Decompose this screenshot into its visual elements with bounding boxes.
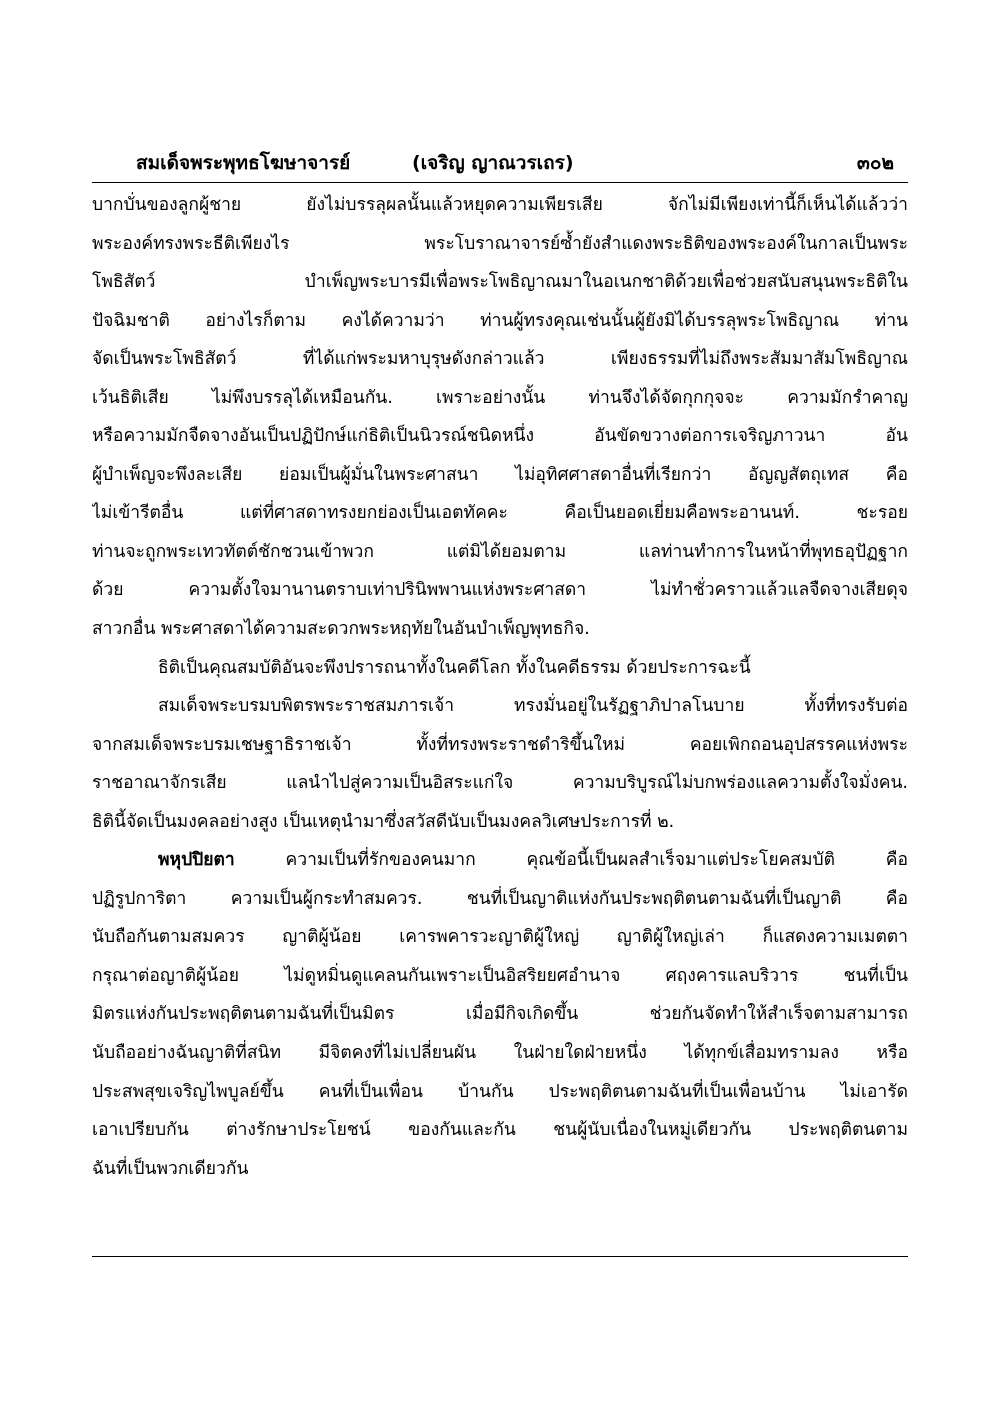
- term-definition: ความเป็นที่รักของคนมาก คุณข้อนี้เป็นผลสำเร็จมาแต่ประโยคสมบัติ คือ: [234, 850, 908, 871]
- page-header: [92, 148, 908, 182]
- paragraph-4: [92, 841, 908, 1188]
- text-line: ผู้บำเพ็ญจะพึงละเสีย ย่อมเป็นผู้มั่นในพระศาสนา ไม่อุทิศศาสดาอื่นที่เรียกว่า อัญญสัตถุเทส คือ: [92, 464, 908, 485]
- text-line: จัดเป็นพระโพธิสัตว์ ที่ได้แก่พระมหาบุรุษดังกล่าวแล้ว เพียงธรรมที่ไม่ถึงพระสัมมาสัมโพธิญาณ: [92, 349, 908, 370]
- text-line: ไม่เข้ารีตอื่น แต่ที่ศาสดาทรงยกย่องเป็นเอตทัคคะ คือเป็นยอดเยี่ยมคือพระอานนท์. ชะรอย: [92, 503, 908, 524]
- text-line: ประสพสุขเจริญไพบูลย์ขึ้น คนที่เป็นเพื่อน บ้านกัน ประพฤติตนตามฉันที่เป็นเพื่อนบ้าน ไม่เอารัด: [92, 1081, 908, 1102]
- text-line: กรุณาต่อญาติผู้น้อย ไม่ดูหมิ่นดูแคลนกันเพราะเป็นอิสริยยศอำนาจ ศฤงคารแลบริวาร ชนที่เป็น: [92, 965, 908, 986]
- paragraph-1: [92, 186, 908, 649]
- footer-rule: [92, 1256, 908, 1257]
- text-line: หรือความมักจืดจางอันเป็นปฏิปักษ์แก่ธิติเป็นนิวรณ์ชนิดหนึ่ง อันขัดขวางต่อการเจริญภาวนา อัน: [92, 426, 908, 447]
- text-line: สมเด็จพระบรมบพิตรพระราชสมภารเจ้า ทรงมั่นอยู่ในรัฏฐาภิปาลโนบาย ทั้งที่ทรงรับต่อ: [158, 696, 908, 717]
- text-line: บากบั่นของลูกผู้ชาย ยังไม่บรรลุผลนั้นแล้วหยุดความเพียรเสีย จักไม่มีเพียงเท่านี้ก็เห็นได้แล้วว่า: [92, 195, 908, 215]
- header-name: (เจริญ ญาณวรเถร): [412, 152, 574, 174]
- text-line: ธิติเป็นคุณสมบัติอันจะพึงปรารถนาทั้งในคดีโลก ทั้งในคดีธรรม ด้วยประการฉะนี้: [158, 657, 751, 678]
- text-line: ปัจฉิมชาติ อย่างไรก็ตาม คงได้ความว่า ท่านผู้ทรงคุณเช่นนั้นผู้ยังมิได้บรรลุพระโพธิญาณ ท่าน: [92, 310, 908, 331]
- text-line: นับถืออย่างฉันญาติที่สนิท มีจิตคงที่ไม่เปลี่ยนผัน ในฝ่ายใดฝ่ายหนึ่ง ได้ทุกข์เสื่อมทรามลง หรือ: [92, 1043, 908, 1064]
- text-line: จากสมเด็จพระบรมเชษฐาธิราชเจ้า ทั้งที่ทรงพระราชดำริขึ้นใหม่ คอยเพิกถอนอุปสรรคแห่งพระ: [92, 734, 908, 755]
- page-number: ๓๐๒: [856, 152, 894, 174]
- paragraph-2: [92, 649, 908, 688]
- text-line: ฉันที่เป็นพวกเดียวกัน: [92, 1158, 249, 1179]
- header-rule: [92, 182, 908, 183]
- text-line: ธิตินี้จัดเป็นมงคลอย่างสูง เป็นเหตุนำมาซึ่งสวัสดีนับเป็นมงคลวิเศษประการที่ ๒.: [92, 811, 675, 832]
- text-line: นับถือกันตามสมควร ญาติผู้น้อย เคารพคารวะญาติผู้ใหญ่ ญาติผู้ใหญ่เล่า ก็แสดงความเมตตา: [92, 927, 908, 948]
- text-line: ท่านจะถูกพระเทวทัตต์ชักชวนเข้าพวก แต่มิได้ยอมตาม แลท่านทำการในหน้าที่พุทธอุปัฏฐาก: [92, 541, 908, 562]
- paragraph-3: [92, 687, 908, 841]
- term-heading: พหุปปิยตา: [158, 850, 235, 871]
- header-author: สมเด็จพระพุทธโฆษาจารย์: [136, 152, 351, 174]
- text-line: ราชอาณาจักรเสีย แลนำไปสู่ความเป็นอิสระแก่ใจ ความบริบูรณ์ไม่บกพร่องแลความตั้งใจมั่งคน.: [92, 773, 908, 794]
- text-line: ด้วย ความตั้งใจมานานตราบเท่าปรินิพพานแห่งพระศาสดา ไม่ทำชั่วคราวแล้วแลจืดจางเสียดุจ: [92, 580, 908, 601]
- text-line: โพธิสัตว์ บำเพ็ญพระบารมีเพื่อพระโพธิญาณมาในอเนกชาติด้วยเพื่อช่วยสนับสนุนพระธิติใน: [92, 272, 908, 293]
- body-text: [92, 186, 908, 1188]
- text-line: พระองค์ทรงพระธีติเพียงไร พระโบราณาจารย์ซ้ำยังสำแดงพระธิติของพระองค์ในกาลเป็นพระ: [92, 233, 908, 254]
- text-line: เว้นธิติเสีย ไม่พึงบรรลุได้เหมือนกัน. เพราะอย่างนั้น ท่านจึงได้จัดกุกกุจจะ ความมักรำคาญ: [92, 387, 908, 408]
- text-line: สาวกอื่น พระศาสดาได้ความสะดวกพระหฤทัยในอันบำเพ็ญพุทธกิจ.: [92, 619, 590, 640]
- text-line: [92, 841, 908, 880]
- text-line: ปฏิรูปการิตา ความเป็นผู้กระทำสมควร. ชนที่เป็นญาติแห่งกันประพฤติตนตามฉันที่เป็นญาติ คือ: [92, 888, 908, 909]
- text-line: มิตรแห่งกันประพฤติตนตามฉันที่เป็นมิตร เมื่อมีกิจเกิดขึ้น ช่วยกันจัดทำให้สำเร็จตามสามารถ: [92, 1004, 908, 1025]
- text-line: เอาเปรียบกัน ต่างรักษาประโยชน์ ของกันและกัน ชนผู้นับเนื่องในหมู่เดียวกัน ประพฤติตนตาม: [92, 1120, 908, 1141]
